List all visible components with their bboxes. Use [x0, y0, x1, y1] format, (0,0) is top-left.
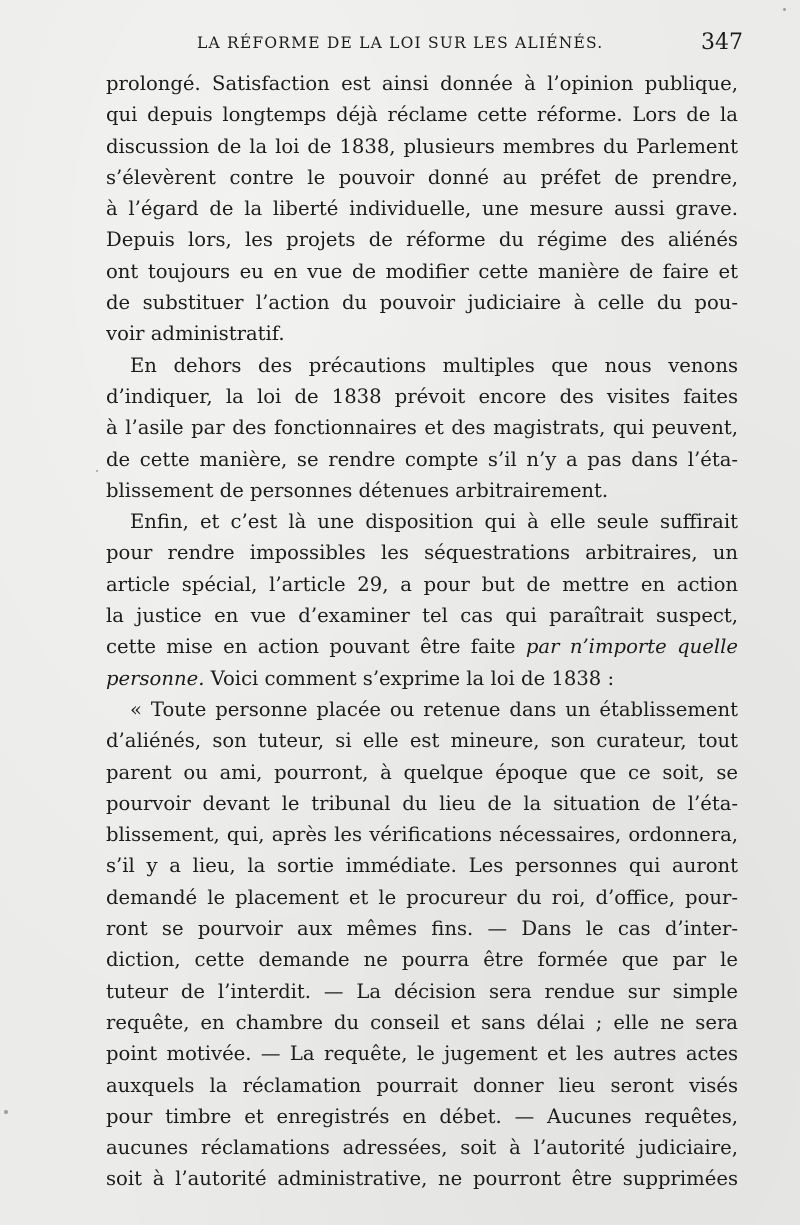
text-line: auxquels la réclamation pourrait donner lieu seront visés: [106, 1073, 738, 1097]
text-line: pourvoir devant le tribunal du lieu de la situation de l’éta-: [106, 791, 738, 815]
text-line: demandé le placement et le procureur du roi, d’office, pour-: [106, 885, 738, 909]
body-text: [106, 68, 738, 1195]
page-header: [105, 30, 745, 60]
text-line: [106, 631, 738, 662]
text-segment: Voici comment s’exprime la loi de 1838 :: [204, 666, 615, 690]
paper-speck: [4, 1110, 8, 1114]
text-line: d’aliénés, son tuteur, si elle est mineure, son curateur, tout: [106, 729, 738, 753]
text-line: de substituer l’action du pouvoir judiciaire à celle du pou-: [106, 291, 738, 315]
text-line: Depuis lors, les projets de réforme du régime des aliénés: [106, 228, 738, 252]
text-line: à l’égard de la liberté individuelle, une mesure aussi grave.: [106, 197, 738, 221]
text-line: prolongé. Satisfaction est ainsi donnée à l’opinion publique,: [106, 72, 738, 95]
text-line: article spécial, l’article 29, a pour but de mettre en action: [106, 572, 738, 596]
text-line: d’indiquer, la loi de 1838 prévoit encore des visites faites: [106, 384, 738, 408]
italic-phrase: par n’importe quelle: [525, 635, 738, 659]
text-line: à l’asile par des fonctionnaires et des magistrats, qui peuvent,: [106, 416, 738, 440]
text-line: qui depuis longtemps déjà réclame cette réforme. Lors de la: [106, 103, 738, 127]
text-segment: cette mise en action pouvant être faite: [106, 635, 526, 659]
text-line: requête, en chambre du conseil et sans délai ; elle ne sera: [106, 1010, 738, 1034]
text-line: de cette manière, se rendre compte s’il n’y a pas dans l’éta-: [106, 447, 738, 471]
text-line: pour timbre et enregistrés en débet. — Aucunes requêtes,: [106, 1104, 738, 1128]
text-line: soit à l’autorité administrative, ne pourront être supprimées: [106, 1167, 738, 1191]
text-line: ont toujours eu en vue de modifier cette manière de faire et: [106, 259, 738, 283]
text-line: Enfin, et c’est là une disposition qui à elle seule suffirait: [130, 510, 738, 534]
paper-speck: [783, 8, 786, 11]
text-line: ront se pourvoir aux mêmes fins. — Dans le cas d’inter-: [106, 917, 738, 941]
text-line: En dehors des précautions multiples que nous venons: [130, 353, 738, 377]
paragraph-2: [106, 350, 738, 506]
text-line: blissement de personnes détenues arbitrairement.: [106, 478, 609, 502]
paragraph-1: [106, 68, 738, 350]
paragraph-3: [106, 506, 738, 694]
text-line: s’élevèrent contre le pouvoir donné au préfet de prendre,: [106, 165, 738, 189]
text-line: la justice en vue d’examiner tel cas qui paraîtrait suspect,: [106, 604, 738, 628]
text-line: pour rendre impossibles les séquestrations arbitraires, un: [106, 541, 738, 565]
text-line: voir administratif.: [106, 322, 285, 346]
text-line: s’il y a lieu, la sortie immédiate. Les personnes qui auront: [106, 854, 738, 878]
text-line: aucunes réclamations adressées, soit à l’autorité judiciaire,: [106, 1136, 738, 1160]
paragraph-4-quotation: [106, 694, 738, 1195]
text-line: diction, cette demande ne pourra être formée que par le: [106, 948, 738, 972]
text-line: parent ou ami, pourront, à quelque époque que ce soit, se: [106, 760, 738, 784]
text-line: « Toute personne placée ou retenue dans un établissement: [130, 697, 738, 721]
text-line: discussion de la loi de 1838, plusieurs membres du Parlement: [106, 134, 738, 158]
page-number: 347: [701, 30, 743, 55]
text-line: point motivée. — La requête, le jugement et les autres actes: [106, 1042, 738, 1066]
text-line: [106, 663, 738, 694]
text-line: tuteur de l’interdit. — La décision sera rendue sur simple: [106, 979, 738, 1003]
text-line: blissement, qui, après les vérifications nécessaires, ordonnera,: [106, 823, 738, 847]
running-title: LA RÉFORME DE LA LOI SUR LES ALIÉNÉS.: [197, 34, 604, 52]
paper-speck: [96, 470, 98, 472]
italic-phrase: personne.: [106, 666, 205, 690]
